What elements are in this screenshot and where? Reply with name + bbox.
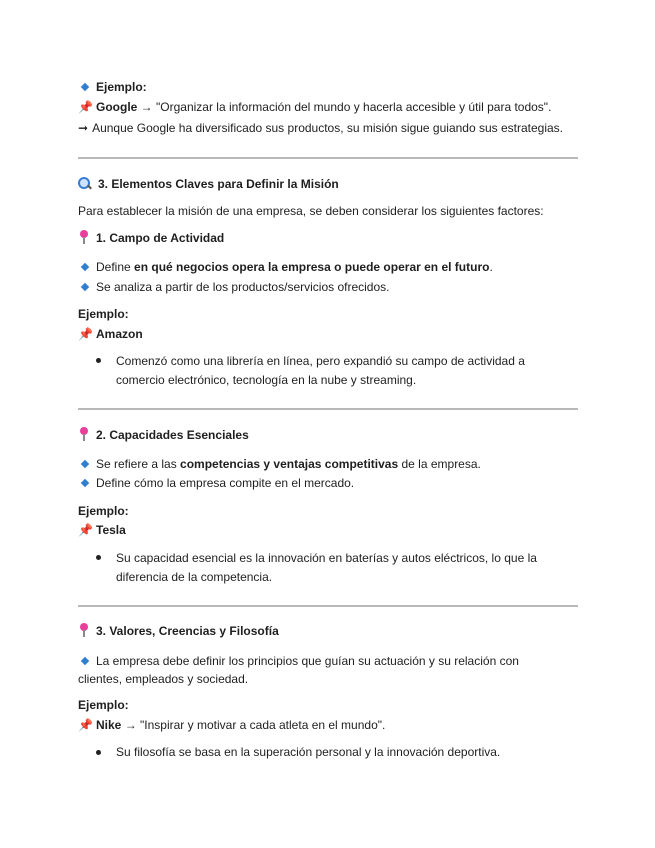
factor1-ejemplo-label [78,306,588,322]
pushpin-icon: 📌 [78,718,93,732]
factor3-company: Nike [96,718,122,732]
factor3-title: 3. Valores, Creencias y Filosofía [96,624,279,638]
factor1-bullet1-post: . [489,260,493,274]
divider [78,605,578,607]
google-mission-line [78,99,588,115]
factor2-bullet1-post: de la empresa. [398,457,481,471]
factor2-ejemplo-text: Ejemplo: [78,504,129,518]
factor2-ejemplo-label [78,503,588,519]
factor3-heading [78,623,588,639]
diamond-icon [81,283,89,291]
factor2-company-line [78,522,588,538]
list-bullet [96,750,101,755]
list-bullet [96,555,101,560]
google-name: Google [96,100,138,114]
factor1-company: Amazon [96,327,143,341]
round-pushpin-icon [78,230,90,244]
factor2-bullet2 [78,475,588,491]
diamond-icon [81,460,89,468]
magnifying-glass-icon [78,177,92,191]
divider [78,157,578,159]
factor1-detail: Comenzó como una librería en línea, pero expandió su campo de actividad a comercio electrónico, tecnología en la nube y streaming. [116,354,525,387]
pushpin-icon: 📌 [78,100,93,114]
round-pushpin-icon [78,427,90,441]
google-quote: → "Organizar la información del mundo y hacerla accesible y útil para todos". [137,100,552,114]
factor2-title: 2. Capacidades Esenciales [96,428,249,442]
factor3-bullet1-text: La empresa debe definir los principios que guían su actuación y su relación con clientes, empleados y sociedad. [78,654,519,686]
factor2-bullet2-text: Define cómo la empresa compite en el mercado. [96,476,355,490]
right-arrow-icon: ➞ [78,121,89,135]
section-heading [78,176,588,192]
factor2-bullet1 [78,456,588,472]
diamond-icon [81,83,89,91]
factor1-title: 1. Campo de Actividad [96,231,225,245]
factor1-ejemplo-text: Ejemplo: [78,307,129,321]
section-intro: Para establecer la misión de una empresa, se deben considerar los siguientes factores: [78,204,544,218]
factor2-heading [78,427,588,443]
factor1-heading [78,230,588,246]
top-ejemplo-line [78,79,588,95]
round-pushpin-icon [78,623,90,637]
factor3-ejemplo-label [78,697,588,713]
google-note-line [78,120,588,136]
divider [78,408,578,410]
list-bullet [96,358,101,363]
factor1-bullet2 [78,279,588,295]
factor1-bullet1-pre: Define [96,260,135,274]
pushpin-icon: 📌 [78,327,93,341]
factor2-bullet1-pre: Se refiere a las [96,457,181,471]
factor1-bullet1 [78,259,588,275]
google-note: Aunque Google ha diversificado sus productos, su misión sigue guiando sus estrategias. [92,121,564,135]
factor3-bullet1 [78,652,548,688]
factor2-company: Tesla [96,523,126,537]
pushpin-icon: 📌 [78,523,93,537]
factor1-bullet1-bold: en qué negocios opera la empresa o puede operar en el futuro [134,260,490,274]
factor3-quote: → "Inspirar y motivar a cada atleta en el mundo". [121,718,386,732]
diamond-icon [81,479,89,487]
section-title: 3. Elementos Claves para Definir la Misión [98,177,339,191]
top-ejemplo-label: Ejemplo: [96,80,147,94]
diamond-icon [81,657,89,665]
factor3-company-line [78,717,588,733]
factor3-detail: Su filosofía se basa en la superación personal y la innovación deportiva. [116,745,501,759]
factor1-company-line [78,326,588,342]
factor2-detail: Su capacidad esencial es la innovación en baterías y autos eléctricos, lo que la diferencia de la competencia. [116,551,537,584]
factor3-ejemplo-text: Ejemplo: [78,698,129,712]
factor2-bullet1-bold: competencias y ventajas competitivas [180,457,399,471]
diamond-icon [81,263,89,271]
factor1-bullet2-text: Se analiza a partir de los productos/servicios ofrecidos. [96,280,390,294]
